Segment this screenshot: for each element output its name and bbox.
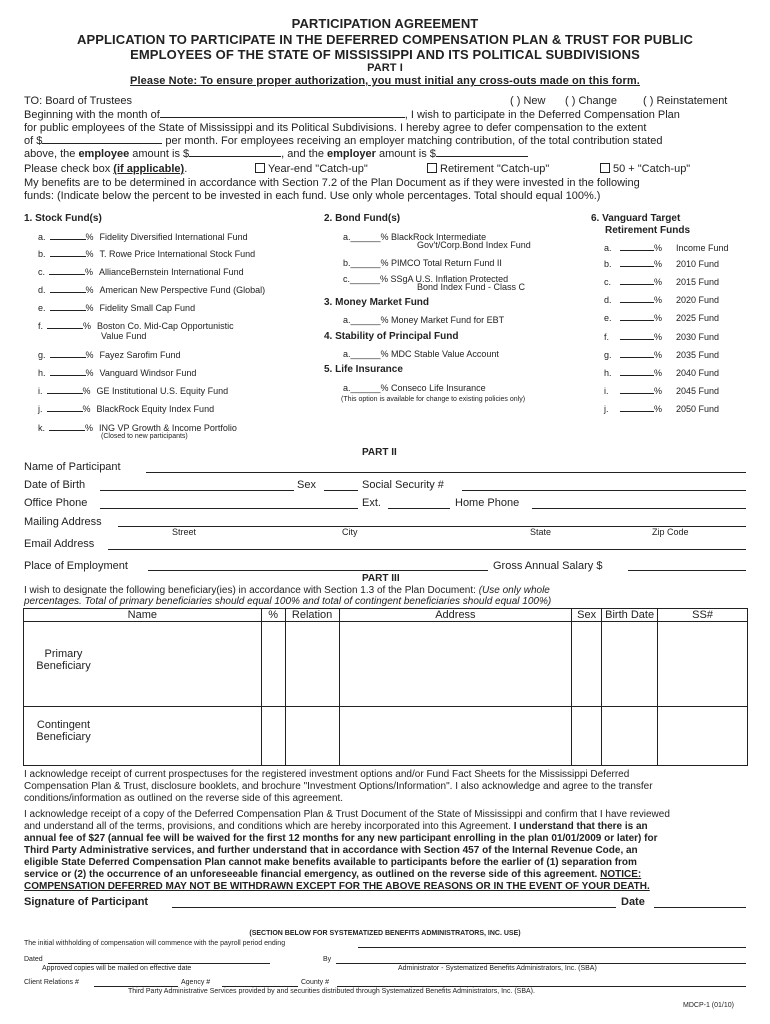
part3-intro-line1	[24, 585, 550, 596]
notice-label: NOTICE:	[600, 869, 642, 880]
vanguard-fund-row[interactable]	[604, 243, 729, 253]
percent-sign: %	[85, 232, 94, 242]
primary-relation-cell[interactable]	[285, 622, 339, 707]
percent-sign: %	[654, 368, 663, 378]
employee-word: employee	[78, 148, 130, 160]
catchup-50plus-checkbox[interactable]	[600, 163, 610, 173]
fund-letter: h.	[604, 368, 612, 378]
percent-field[interactable]	[620, 375, 654, 376]
contingent-sex-cell[interactable]	[572, 707, 602, 766]
primary-ssn-cell[interactable]	[658, 622, 748, 707]
fund-name: 2015 Fund	[676, 277, 720, 287]
catchup-retirement-checkbox[interactable]	[427, 163, 437, 173]
stock-f-line2: Value Fund	[101, 331, 147, 341]
name-field[interactable]	[146, 472, 746, 473]
stock-fund-row[interactable]	[38, 303, 195, 313]
ack2-line1: I acknowledge receipt of a copy of the Deferred Compensation Plan & Trust Document of the State of Mississippi and confirm that I have reviewed	[24, 809, 670, 820]
employee-amount-field[interactable]	[189, 156, 281, 157]
fund-letter: h.	[38, 368, 46, 378]
ack2-line6-text: service or (2) the occurrence of an unforeseeable financial emergency, as outlined on the reverse side of this agreement.	[24, 869, 598, 880]
percent-field[interactable]	[47, 328, 83, 329]
fund-name: 2040 Fund	[676, 368, 720, 378]
fund-name: ING VP Growth & Income Portfolio	[99, 423, 237, 433]
check-box-period: .	[184, 163, 188, 175]
tpa-note: Third Party Administrative Services provided by and securities distributed through Systematized Benefits Administrators, Inc. (SBA).	[128, 988, 535, 995]
percent-sign: %	[85, 285, 94, 295]
fund-name: BlackRock Equity Index Fund	[96, 404, 215, 414]
stability-heading: 4. Stability of Principal Fund	[324, 331, 459, 342]
percent-sign: %	[82, 404, 91, 414]
fund-name: 2050 Fund	[676, 404, 720, 414]
vanguard-fund-row[interactable]	[604, 313, 719, 323]
fund-name: GE Institutional U.S. Equity Fund	[96, 386, 229, 396]
percent-sign: %	[85, 350, 94, 360]
vanguard-fund-row[interactable]	[604, 259, 719, 269]
bond-fund-c[interactable]: c.______% SSgA U.S. Inflation Protected	[343, 274, 509, 284]
percent-sign: %	[654, 259, 663, 269]
para1-line2: for public employees of the State of Mississippi and its Political Subdivisions. I hereby agree to defer compensation to the extent	[24, 122, 647, 134]
vanguard-fund-row[interactable]	[604, 368, 719, 378]
gross-salary-field[interactable]	[628, 570, 746, 571]
fund-letter: g.	[604, 350, 612, 360]
ack2-line2-bold: I understand that there is an	[513, 821, 648, 832]
fund-name: 2025 Fund	[676, 313, 720, 323]
to-board-label: TO: Board of Trustees	[24, 95, 133, 107]
fund-letter: g.	[38, 350, 46, 360]
contingent-ssn-cell[interactable]	[658, 707, 748, 766]
office-phone-field[interactable]	[100, 508, 358, 509]
percent-sign: %	[85, 303, 94, 313]
para1-line4-text1: above, the	[24, 148, 76, 160]
part3-title: PART III	[362, 573, 400, 584]
fund-letter: a.	[38, 232, 46, 242]
fund-letter: c.	[38, 267, 46, 277]
vanguard-fund-row[interactable]	[604, 350, 719, 360]
stock-fund-row[interactable]	[38, 386, 228, 396]
fund-letter: i.	[604, 386, 609, 396]
percent-field[interactable]	[620, 320, 654, 321]
percent-sign: %	[654, 313, 663, 323]
contingent-relation-cell[interactable]	[285, 707, 339, 766]
part3-intro-text: I wish to designate the following beneficiary(ies) in accordance with Section 1.3 of the Plan Document:	[24, 585, 476, 596]
fund-letter: b.	[38, 249, 46, 259]
gross-salary-label: Gross Annual Salary $	[493, 560, 603, 572]
stock-funds-heading	[24, 213, 102, 224]
primary-beneficiary-row[interactable]	[24, 622, 748, 707]
catchup-yearend-label: Year-end "Catch-up"	[268, 163, 368, 175]
contingent-beneficiary-row[interactable]	[24, 707, 748, 766]
part3-intro-italic: (Use only whole	[478, 585, 550, 596]
vanguard-heading-line2: Retirement Funds	[605, 225, 691, 236]
col-birth-date: Birth Date	[602, 609, 658, 622]
fund-name: AllianceBernstein International Fund	[99, 267, 244, 277]
percent-sign: %	[654, 350, 663, 360]
check-box-prefix: Please check box	[24, 163, 111, 175]
office-phone-label: Office Phone	[24, 497, 88, 509]
contingent-label-line1: Contingent	[36, 719, 91, 731]
administrator-label: Administrator - Systematized Benefits Administrators, Inc. (SBA)	[398, 965, 597, 972]
employer-word: employer	[327, 148, 376, 160]
percent-field[interactable]	[620, 393, 654, 394]
dated-label: Dated	[24, 956, 43, 963]
life-insurance-note: (This option is available for change to existing policies only)	[341, 396, 526, 403]
city-label: City	[342, 527, 358, 537]
fund-letter: j.	[38, 404, 43, 414]
fund-name: 2045 Fund	[676, 386, 720, 396]
fund-name: 2030 Fund	[676, 332, 720, 342]
sba-section-title: (SECTION BELOW FOR SYSTEMATIZED BENEFITS ADMINISTRATORS, INC. USE)	[249, 930, 521, 937]
bond-funds-heading: 2. Bond Fund(s)	[324, 213, 401, 224]
catchup-50plus-label: 50 + "Catch-up"	[613, 163, 691, 175]
percent-field[interactable]	[620, 284, 654, 285]
percent-sign: %	[654, 277, 663, 287]
percent-field[interactable]	[49, 274, 85, 275]
fund-name: Income Fund	[676, 243, 729, 253]
percent-sign: %	[83, 321, 92, 331]
ack2-line5: eligible State Deferred Compensation Plan cannot make benefits available to participants before the earlier of (1) separation from	[24, 857, 637, 868]
percent-field[interactable]	[50, 357, 86, 358]
col-sex: Sex	[572, 609, 602, 622]
fund-letter: j.	[604, 404, 609, 414]
beginning-month-label: Beginning with the month of	[24, 109, 160, 121]
form-subtitle-line2: EMPLOYEES OF THE STATE OF MISSISSIPPI AND ITS POLITICAL SUBDIVISIONS	[130, 47, 640, 62]
fund-name: 2020 Fund	[676, 295, 720, 305]
contingent-name-cell[interactable]	[24, 707, 262, 766]
contingent-label-line2: Beneficiary	[36, 731, 91, 743]
fund-letter: k.	[38, 423, 46, 433]
stock-fund-row[interactable]	[38, 368, 196, 378]
ack2-line3: annual fee of $27 (annual fee will be waived for the first 12 months for any new participant enrolling in the plan 01/01/2009 or later) for	[24, 833, 658, 844]
para1-line3	[24, 135, 663, 147]
percent-sign: %	[654, 404, 663, 414]
contingent-birthdate-cell[interactable]	[602, 707, 658, 766]
ack2-line2-normal: and understand all of the terms, provisions, and conditions which are hereby incorporated into this Agreement.	[24, 821, 511, 832]
date-field[interactable]	[654, 907, 746, 908]
life-insurance-a[interactable]: a.______% Conseco Life Insurance	[343, 383, 486, 393]
primary-birthdate-cell[interactable]	[602, 622, 658, 707]
ack2-line6	[24, 869, 670, 881]
percent-sign: %	[654, 295, 663, 305]
bond-fund-b[interactable]: b.______% PIMCO Total Return Fund II	[343, 258, 502, 268]
ack2-line2	[24, 821, 670, 833]
primary-label-line1: Primary	[44, 648, 83, 660]
col-percent: %	[261, 609, 285, 622]
part3-intro-line2: percentages. Total of primary beneficiaries should equal 100% and total of contingent beneficiaries should equal 100%)	[24, 596, 552, 607]
ack1-line1: I acknowledge receipt of current prospectuses for the registered investment options and/or Fund Fact Sheets for the Mississippi Deferred	[24, 769, 630, 780]
percent-field[interactable]	[50, 292, 86, 293]
county-label: County #	[301, 979, 330, 986]
fund-letter: a.	[604, 243, 612, 253]
agency-field[interactable]	[222, 986, 298, 987]
option-reinstatement[interactable]: ( ) Reinstatement	[643, 95, 728, 107]
payroll-period-field[interactable]	[358, 947, 746, 948]
approved-copies-note: Approved copies will be mailed on effective date	[42, 965, 192, 972]
fund-name: Fayez Sarofim Fund	[99, 350, 181, 360]
ext-field[interactable]	[388, 508, 450, 509]
percent-field[interactable]	[620, 266, 654, 267]
form-number: MDCP-1 (01/10)	[683, 1002, 734, 1009]
life-insurance-heading: 5. Life Insurance	[324, 364, 403, 375]
col-relation: Relation	[285, 609, 339, 622]
percent-field[interactable]	[620, 357, 654, 358]
street-label: Street	[172, 527, 197, 537]
percent-sign: %	[85, 249, 94, 259]
fund-name: 2035 Fund	[676, 350, 720, 360]
primary-label-line2: Beneficiary	[36, 660, 91, 672]
mailing-address-label: Mailing Address	[24, 516, 102, 528]
money-market-fund-a[interactable]: a.______% Money Market Fund for EBT	[343, 315, 505, 325]
percent-field[interactable]	[50, 375, 86, 376]
percent-field[interactable]	[620, 411, 654, 412]
signature-field[interactable]	[172, 907, 616, 908]
stock-fund-row[interactable]	[38, 404, 214, 414]
percent-field[interactable]	[620, 302, 654, 303]
fund-name: Vanguard Windsor Fund	[99, 368, 197, 378]
bond-fund-a-line2: Gov't/Corp.Bond Index Fund	[417, 240, 531, 250]
primary-address-cell[interactable]	[339, 622, 572, 707]
employer-amount-field[interactable]	[436, 156, 528, 157]
agency-label: Agency #	[181, 979, 211, 986]
percent-field[interactable]	[620, 339, 654, 340]
percent-sign: %	[654, 243, 663, 253]
ack-paragraph-1	[24, 769, 653, 805]
zip-label: Zip Code	[652, 527, 689, 537]
primary-percent-cell[interactable]	[261, 622, 285, 707]
col-ssn: SS#	[658, 609, 748, 622]
fund-letter: d.	[604, 295, 612, 305]
vanguard-fund-row[interactable]	[604, 332, 719, 342]
signature-label: Signature of Participant	[24, 896, 149, 908]
form-title: PARTICIPATION AGREEMENT	[291, 16, 479, 31]
stock-fund-row[interactable]	[38, 321, 234, 331]
para1-line4-text3: , and the	[281, 148, 324, 160]
primary-sex-cell[interactable]	[572, 622, 602, 707]
percent-field[interactable]	[50, 256, 86, 257]
percent-sign: %	[82, 386, 91, 396]
ack1-line3: conditions/information as outlined on the reverse side of this agreement.	[24, 793, 344, 804]
percent-field[interactable]	[49, 430, 85, 431]
ext-label: Ext.	[362, 497, 381, 509]
client-relations-label: Client Relations #	[24, 979, 79, 986]
percent-field[interactable]	[620, 250, 654, 251]
col-address: Address	[339, 609, 572, 622]
bond-fund-c-line2: Bond Index Fund - Class C	[417, 282, 526, 292]
para1-line4	[24, 148, 528, 160]
catchup-retirement-label: Retirement "Catch-up"	[440, 163, 550, 175]
fund-letter: e.	[38, 303, 46, 313]
fund-letter: f.	[38, 321, 44, 331]
catchup-50plus-option[interactable]	[600, 163, 690, 175]
deferral-amount-label: of $	[24, 135, 43, 147]
para1-line1-rest: , I wish to participate in the Deferred Compensation Plan	[404, 109, 680, 121]
fund-name: T. Rowe Price International Stock Fund	[99, 249, 256, 259]
deferral-amount-field[interactable]	[42, 143, 162, 144]
primary-label	[26, 648, 101, 672]
email-field[interactable]	[108, 549, 746, 550]
beneficiary-header-row	[24, 609, 748, 622]
dob-label: Date of Birth	[24, 479, 86, 491]
para1-line1	[24, 109, 680, 121]
fund-letter: f.	[604, 332, 610, 342]
option-change[interactable]: ( ) Change	[565, 95, 617, 107]
initial-withholding-label: The initial withholding of compensation will commence with the payroll period ending	[24, 940, 286, 947]
contingent-percent-cell[interactable]	[261, 707, 285, 766]
ssn-field[interactable]	[462, 490, 746, 491]
col-name: Name	[24, 609, 262, 622]
if-applicable: (if applicable)	[113, 163, 185, 175]
percent-sign: %	[654, 332, 663, 342]
primary-name-cell[interactable]	[24, 622, 262, 707]
part2-title: PART II	[362, 447, 397, 458]
percent-field[interactable]	[47, 393, 83, 394]
sex-field[interactable]	[324, 490, 358, 491]
fund-name: 2010 Fund	[676, 259, 720, 269]
fund-letter: e.	[604, 313, 612, 323]
name-label: Name of Participant	[24, 461, 121, 473]
stock-k-note: (Closed to new participants)	[101, 433, 188, 440]
dated-field[interactable]	[48, 963, 270, 964]
fund-letter: c.	[604, 277, 612, 287]
percent-sign: %	[85, 267, 94, 277]
benefits-line1: My benefits are to be determined in accordance with Section 7.2 of the Plan Document as if they were invested in the following	[24, 177, 640, 189]
sex-label: Sex	[297, 479, 316, 491]
check-box-instruction	[24, 163, 187, 175]
beneficiary-table	[23, 608, 748, 766]
ack2-line4: Third Party Administrative services, and further understand that in accordance with Section 457 of the Internal Revenue Code, an	[24, 845, 638, 856]
bond-fund-a[interactable]: a.______% BlackRock Intermediate	[343, 232, 487, 242]
home-phone-label: Home Phone	[455, 497, 520, 509]
fund-name: American New Perspective Fund (Global)	[99, 285, 266, 295]
beginning-month-field[interactable]	[160, 117, 405, 118]
contingent-label	[26, 719, 101, 743]
percent-field[interactable]	[47, 411, 83, 412]
email-label: Email Address	[24, 538, 95, 550]
para1-line4-text4: amount is $	[379, 148, 436, 160]
vanguard-fund-row[interactable]	[604, 295, 719, 305]
county-field[interactable]	[337, 986, 746, 987]
state-label: State	[530, 527, 552, 537]
ack-paragraph-2	[24, 809, 670, 893]
fund-letter: b.	[604, 259, 612, 269]
percent-sign: %	[85, 368, 94, 378]
ack2-line7: COMPENSATION DEFERRED MAY NOT BE WITHDRAWN EXCEPT FOR THE ABOVE REASONS OR IN THE EVENT OF YOUR DEATH.	[24, 881, 650, 892]
stock-fund-row[interactable]	[38, 232, 248, 242]
cross-out-note: Please Note: To ensure proper authorization, you must initial any cross-outs made on this form.	[130, 75, 640, 87]
option-new[interactable]: ( ) New	[510, 95, 546, 107]
money-market-heading: 3. Money Market Fund	[324, 297, 430, 308]
percent-sign: %	[654, 386, 663, 396]
percent-field[interactable]	[50, 239, 86, 240]
para1-line3-rest: per month. For employees receiving an employer matching contribution, of the total contribution stated	[165, 135, 663, 147]
catchup-retirement-option[interactable]	[427, 163, 549, 175]
stock-fund-row[interactable]	[38, 350, 181, 360]
percent-field[interactable]	[50, 310, 86, 311]
fund-letter: i.	[38, 386, 43, 396]
stability-fund-a[interactable]: a.______% MDC Stable Value Account	[343, 349, 499, 359]
vanguard-heading-line1: 6. Vanguard Target	[591, 213, 681, 224]
by-label: By	[323, 956, 332, 963]
fund-name: Fidelity Diversified International Fund	[99, 232, 248, 242]
part1-title: PART I	[367, 62, 403, 74]
stock-fund-row[interactable]	[38, 423, 237, 433]
form-subtitle-line1: APPLICATION TO PARTICIPATE IN THE DEFERRED COMPENSATION PLAN & TRUST FOR PUBLIC	[76, 32, 694, 47]
place-of-employment-field[interactable]	[148, 570, 488, 571]
by-field[interactable]	[336, 963, 746, 964]
catchup-yearend-option[interactable]	[255, 163, 368, 175]
dob-field[interactable]	[100, 490, 294, 491]
fund-name: Fidelity Small Cap Fund	[99, 303, 196, 313]
para1-line4-text2: amount is $	[132, 148, 190, 160]
vanguard-fund-row[interactable]	[604, 277, 719, 287]
vanguard-fund-row[interactable]	[604, 386, 719, 396]
vanguard-fund-row[interactable]	[604, 404, 719, 414]
benefits-line2: funds: (Indicate below the percent to be invested in each fund. Use only whole percentages. Total should equal 100%.)	[24, 190, 601, 202]
fund-letter: d.	[38, 285, 46, 295]
home-phone-field[interactable]	[532, 508, 746, 509]
client-relations-field[interactable]	[94, 986, 178, 987]
place-of-employment-label: Place of Employment	[24, 560, 128, 572]
catchup-yearend-checkbox[interactable]	[255, 163, 265, 173]
ack1-line2: Compensation Plan & Trust, disclosure booklets, and brochure "Investment Options/Information". I also acknowledge and agree to the transfer	[24, 781, 653, 792]
ssn-label: Social Security #	[362, 479, 444, 491]
stock-funds-heading-text: 1. Stock Fund(s)	[24, 213, 102, 224]
date-label: Date	[621, 896, 645, 908]
percent-sign: %	[85, 423, 94, 433]
stock-fund-row[interactable]	[38, 267, 244, 277]
stock-fund-row[interactable]	[38, 249, 255, 259]
fund-name: Boston Co. Mid-Cap Opportunistic	[97, 321, 234, 331]
stock-fund-row[interactable]	[38, 285, 265, 295]
contingent-address-cell[interactable]	[339, 707, 572, 766]
